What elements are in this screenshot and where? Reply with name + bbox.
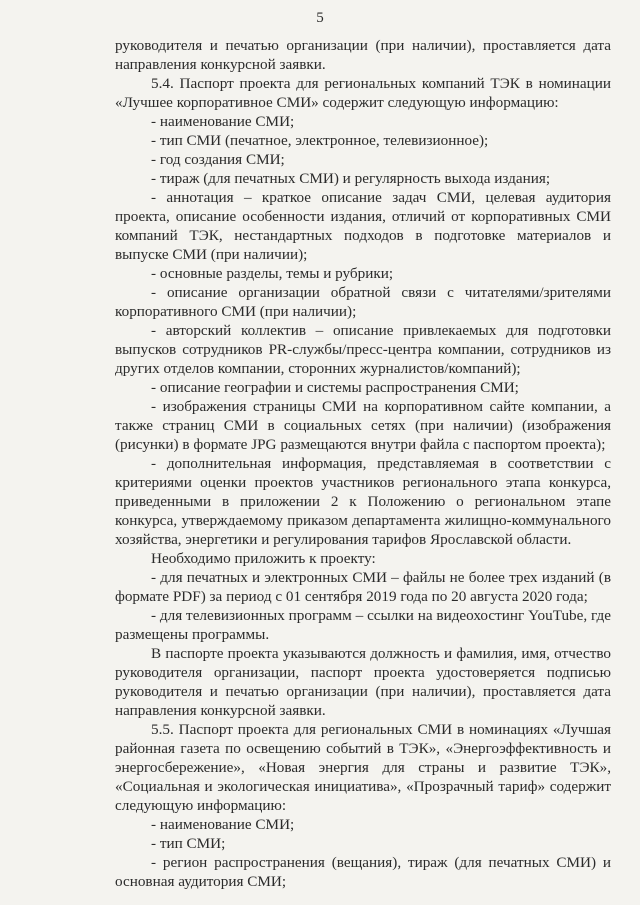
paragraph: - регион распространения (вещания), тираж (для печатных СМИ) и основная аудитория СМИ;: [115, 854, 611, 890]
paragraph: Необходимо приложить к проекту:: [151, 550, 376, 567]
document-body: [115, 36, 611, 891]
page-number: 5: [316, 10, 324, 26]
paragraph: - дополнительная информация, представляемая в соответствии с критериями оценки проектов участников регионального этапа конкурса, приведенными в приложении 2 к Положению о региональном этапе конкурса, утверждаемому приказом департамента жилищно-коммунального хозяйства, энергетики и регулирования тарифов Ярославской области.: [115, 455, 611, 548]
paragraph: - авторский коллектив – описание привлекаемых для подготовки выпусков сотрудников PR-службы/пресс-центра компании, сотрудников из других отделов компании, сторонних журналистов/компаний);: [115, 322, 611, 377]
paragraph: - изображения страницы СМИ на корпоративном сайте компании, а также страниц СМИ в социальных сетях (при наличии) (изображения (рисунки) в формате JPG размещаются внутри файла с паспортом проекта);: [115, 398, 611, 453]
paragraph: В паспорте проекта указываются должность и фамилия, имя, отчество руководителя организации, паспорт проекта удостоверяется подписью руководителя и печатью организации (при наличии), проставляется дата направления конкурсной заявки.: [115, 645, 611, 719]
paragraph: - описание организации обратной связи с читателями/зрителями корпоративного СМИ (при наличии);: [115, 284, 611, 320]
paragraph: - тип СМИ (печатное, электронное, телевизионное);: [151, 132, 489, 149]
paragraph: - год создания СМИ;: [151, 151, 285, 168]
paragraph: - для телевизионных программ – ссылки на видеохостинг YouTube, где размещены программы.: [115, 607, 611, 643]
paragraph: - основные разделы, темы и рубрики;: [151, 265, 394, 282]
paragraph: - наименование СМИ;: [151, 113, 295, 130]
paragraph: - наименование СМИ;: [151, 816, 295, 833]
paragraph: руководителя и печатью организации (при наличии), проставляется дата направления конкурсной заявки.: [115, 37, 611, 73]
paragraph: 5.4. Паспорт проекта для региональных компаний ТЭК в номинации «Лучшее корпоративное СМИ» содержит следующую информацию:: [115, 75, 611, 111]
paragraph: 5.5. Паспорт проекта для региональных СМИ в номинациях «Лучшая районная газета по освещению событий в ТЭК», «Энергоэффективность и энергосбережение», «Новая энергия для страны и развитие ТЭК», «Социальная и экологическая инициатива», «Прозрачный тариф» содержит следующую информацию:: [115, 721, 611, 814]
paragraph: - аннотация – краткое описание задач СМИ, целевая аудитория проекта, описание особенности издания, отличий от корпоративных СМИ компаний ТЭК, нестандартных подходов в подготовке материалов и выпуске СМИ (при наличии);: [115, 189, 611, 263]
paragraph: - для печатных и электронных СМИ – файлы не более трех изданий (в формате PDF) за период с 01 сентября 2019 года по 20 августа 2020 года;: [115, 569, 611, 605]
paragraph: - тираж (для печатных СМИ) и регулярность выхода издания;: [151, 170, 551, 187]
paragraph: - описание географии и системы распространения СМИ;: [151, 379, 519, 396]
paragraph: - тип СМИ;: [151, 835, 226, 852]
